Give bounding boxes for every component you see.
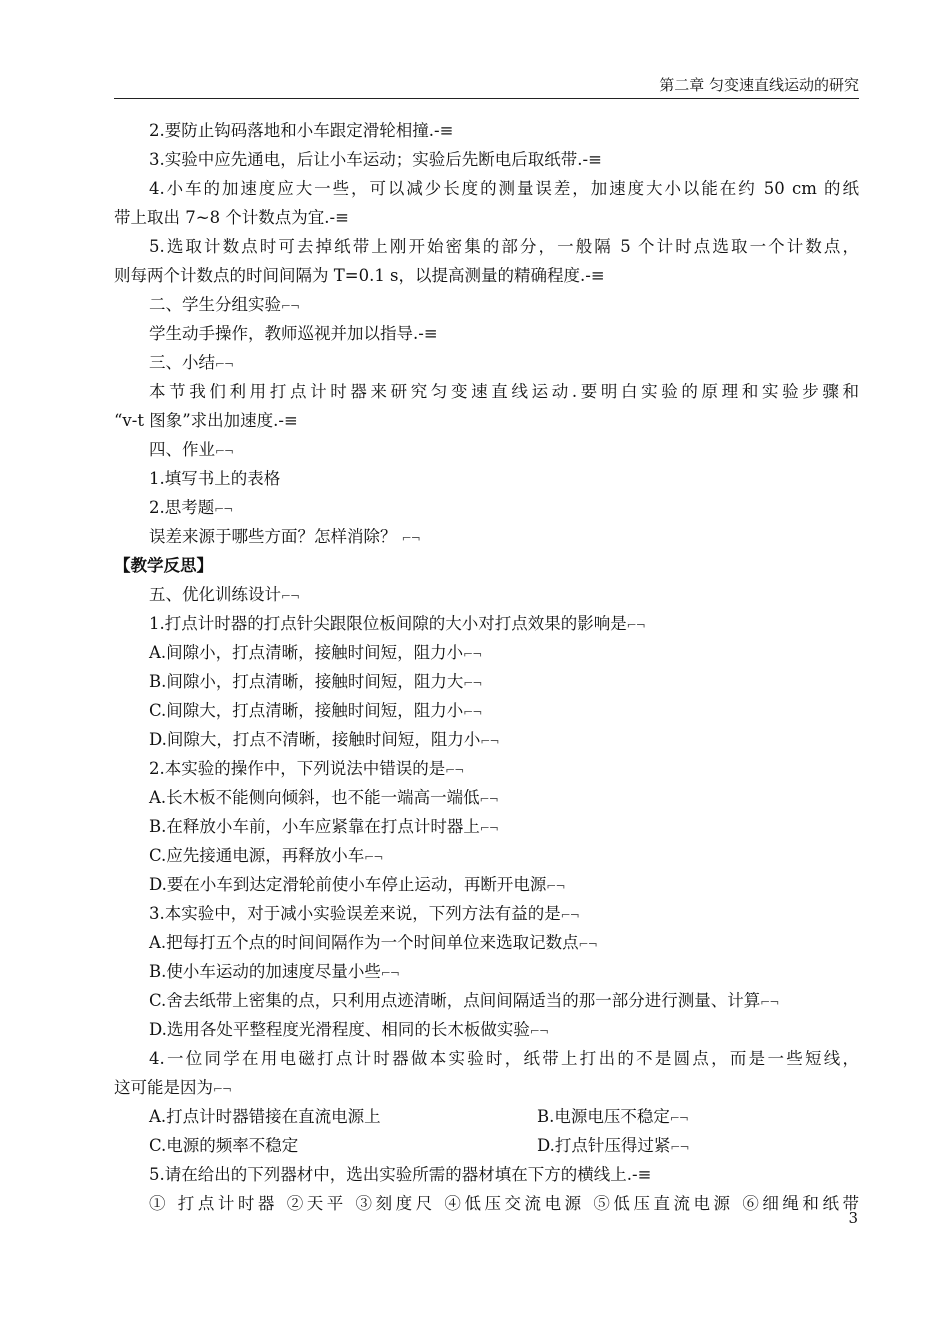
section-heading-text: 二、学生分组实验 bbox=[149, 295, 281, 314]
paragraph-mark-icon: ⌐¬ bbox=[546, 879, 565, 893]
question-text: 2.本实验的操作中，下列说法中错误的是 bbox=[149, 759, 446, 778]
option bbox=[114, 783, 859, 812]
paragraph-mark-icon: ⌐¬ bbox=[215, 444, 234, 458]
option bbox=[114, 957, 859, 986]
section-heading-3 bbox=[114, 348, 859, 377]
text-line: 1.填写书上的表格 bbox=[149, 469, 281, 488]
option bbox=[114, 870, 859, 899]
text-line: 2.要防止钩码落地和小车跟定滑轮相撞.-≡ bbox=[149, 121, 454, 140]
option bbox=[114, 725, 859, 754]
option-text: D.选用各处平整程度光滑程度、相同的长木板做实验 bbox=[149, 1020, 530, 1039]
text-line bbox=[114, 493, 859, 522]
section-heading-text: 五、优化训练设计 bbox=[149, 585, 281, 604]
option-text: B.在释放小车前，小车应紧靠在打点计时器上 bbox=[149, 817, 480, 836]
paragraph-mark-icon: ⌐¬ bbox=[463, 647, 482, 661]
option bbox=[114, 812, 859, 841]
paragraph-mark-icon: ⌐¬ bbox=[463, 705, 482, 719]
paragraph-mark-icon: ⌐¬ bbox=[578, 937, 597, 951]
option-text: D.间隙大，打点不清晰，接触时间短，阻力小 bbox=[149, 730, 481, 749]
paragraph-mark-icon: ⌐¬ bbox=[479, 792, 498, 806]
section-heading-text: 三、小结 bbox=[149, 353, 215, 372]
header-title: 第二章 匀变速直线运动的研究 bbox=[659, 76, 859, 94]
question-text: 3.本实验中，对于减小实验误差来说，下列方法有益的是 bbox=[149, 904, 561, 923]
line-text: 误差来源于哪些方面？怎样消除？ bbox=[149, 527, 397, 546]
equipment-list: ① 打点计时器 ②天平 ③刻度尺 ④低压交流电源 ⑤低压直流电源 ⑥细绳和纸带 bbox=[149, 1194, 859, 1213]
paragraph-mark-icon: ⌐¬ bbox=[215, 357, 234, 371]
text-line: 带上取出 7~8 个计数点为宜.-≡ bbox=[114, 208, 349, 227]
text-line: 本节我们利用打点计时器来研究匀变速直线运动.要明白实验的原理和实验步骤和 bbox=[149, 382, 859, 401]
paragraph-mark-icon: ⌐¬ bbox=[626, 618, 645, 632]
option bbox=[114, 638, 859, 667]
section-heading-4 bbox=[114, 435, 859, 464]
option-row bbox=[114, 1102, 859, 1131]
paragraph-mark-icon: ⌐¬ bbox=[479, 821, 498, 835]
option bbox=[114, 841, 859, 870]
paragraph-mark-icon: ⌐¬ bbox=[401, 531, 420, 545]
page-number: 3 bbox=[848, 1209, 858, 1227]
text-line: 3.实验中应先通电，后让小车运动；实验后先断电后取纸带.-≡ bbox=[149, 150, 602, 169]
option bbox=[114, 696, 859, 725]
paragraph-mark-icon: ⌐¬ bbox=[560, 908, 579, 922]
paragraph-mark-icon: ⌐¬ bbox=[214, 502, 233, 516]
text-line: 4.小车的加速度应大一些，可以减少长度的测量误差，加速度大小以能在约 50 cm 的纸 bbox=[149, 179, 859, 198]
page-header bbox=[114, 76, 859, 99]
text-line: 则每两个计数点的时间间隔为 T=0.1 s，以提高测量的精确程度.-≡ bbox=[114, 266, 605, 285]
paragraph-mark-icon: ⌐¬ bbox=[380, 966, 399, 980]
option-b bbox=[537, 1102, 859, 1131]
text-line: 5.选取计数点时可去掉纸带上刚开始密集的部分，一般隔 5 个计时点选取一个计数点， bbox=[149, 237, 859, 256]
document-body bbox=[114, 116, 859, 1218]
option-text: B.电源电压不稳定 bbox=[537, 1107, 670, 1126]
paragraph-mark-icon: ⌐¬ bbox=[669, 1111, 688, 1125]
option-c: C.电源的频率不稳定 bbox=[149, 1136, 299, 1155]
section-heading-5 bbox=[114, 580, 859, 609]
line-text: 这可能是因为 bbox=[114, 1078, 213, 1097]
option-a: A.打点计时器错接在直流电源上 bbox=[149, 1107, 381, 1126]
option bbox=[114, 928, 859, 957]
reflection-heading: 【教学反思】 bbox=[114, 556, 213, 575]
option-text: A.把每打五个点的时间间隔作为一个时间单位来选取记数点 bbox=[149, 933, 579, 952]
paragraph-mark-icon: ⌐¬ bbox=[529, 1024, 548, 1038]
option-text: D.打点针压得过紧 bbox=[537, 1136, 671, 1155]
question-5: 5.请在给出的下列器材中，选出实验所需的器材填在下方的横线上.-≡ bbox=[149, 1165, 652, 1184]
option-d bbox=[537, 1131, 859, 1160]
question-1 bbox=[114, 609, 859, 638]
section-heading-2 bbox=[114, 290, 859, 319]
option-text: D.要在小车到达定滑轮前使小车停止运动，再断开电源 bbox=[149, 875, 547, 894]
option bbox=[114, 986, 859, 1015]
question-4: 4.一位同学在用电磁打点计时器做本实验时，纸带上打出的不是圆点，而是一些短线， bbox=[149, 1049, 859, 1068]
paragraph-mark-icon: ⌐¬ bbox=[281, 589, 300, 603]
option-text: C.舍去纸带上密集的点，只利用点迹清晰，点间间隔适当的那一部分进行测量、计算 bbox=[149, 991, 761, 1010]
line-text: 2.思考题 bbox=[149, 498, 215, 517]
option-row bbox=[114, 1131, 859, 1160]
option-text: C.间隙大，打点清晰，接触时间短，阻力小 bbox=[149, 701, 464, 720]
option-text: B.使小车运动的加速度尽量小些 bbox=[149, 962, 381, 981]
option-text: B.间隙小，打点清晰，接触时间短，阻力大 bbox=[149, 672, 464, 691]
paragraph-mark-icon: ⌐¬ bbox=[480, 734, 499, 748]
paragraph-mark-icon: ⌐¬ bbox=[670, 1140, 689, 1154]
paragraph-mark-icon: ⌐¬ bbox=[463, 676, 482, 690]
option-text: C.应先接通电源，再释放小车 bbox=[149, 846, 365, 865]
section-heading-text: 四、作业 bbox=[149, 440, 215, 459]
question-text: 1.打点计时器的打点针尖跟限位板间隙的大小对打点效果的影响是 bbox=[149, 614, 627, 633]
paragraph-mark-icon: ⌐¬ bbox=[760, 995, 779, 1009]
text-line bbox=[114, 522, 859, 551]
option bbox=[114, 667, 859, 696]
option bbox=[114, 1015, 859, 1044]
paragraph-mark-icon: ⌐¬ bbox=[281, 299, 300, 313]
option-text: A.长木板不能侧向倾斜，也不能一端高一端低 bbox=[149, 788, 480, 807]
text-line: “v-t 图象”求出加速度.-≡ bbox=[114, 411, 298, 430]
paragraph-mark-icon: ⌐¬ bbox=[213, 1082, 232, 1096]
question-2 bbox=[114, 754, 859, 783]
option-text: A.间隙小，打点清晰，接触时间短，阻力小 bbox=[149, 643, 464, 662]
paragraph-mark-icon: ⌐¬ bbox=[445, 763, 464, 777]
text-line bbox=[114, 1073, 859, 1102]
text-line: 学生动手操作，教师巡视并加以指导.-≡ bbox=[149, 324, 438, 343]
question-3 bbox=[114, 899, 859, 928]
paragraph-mark-icon: ⌐¬ bbox=[364, 850, 383, 864]
